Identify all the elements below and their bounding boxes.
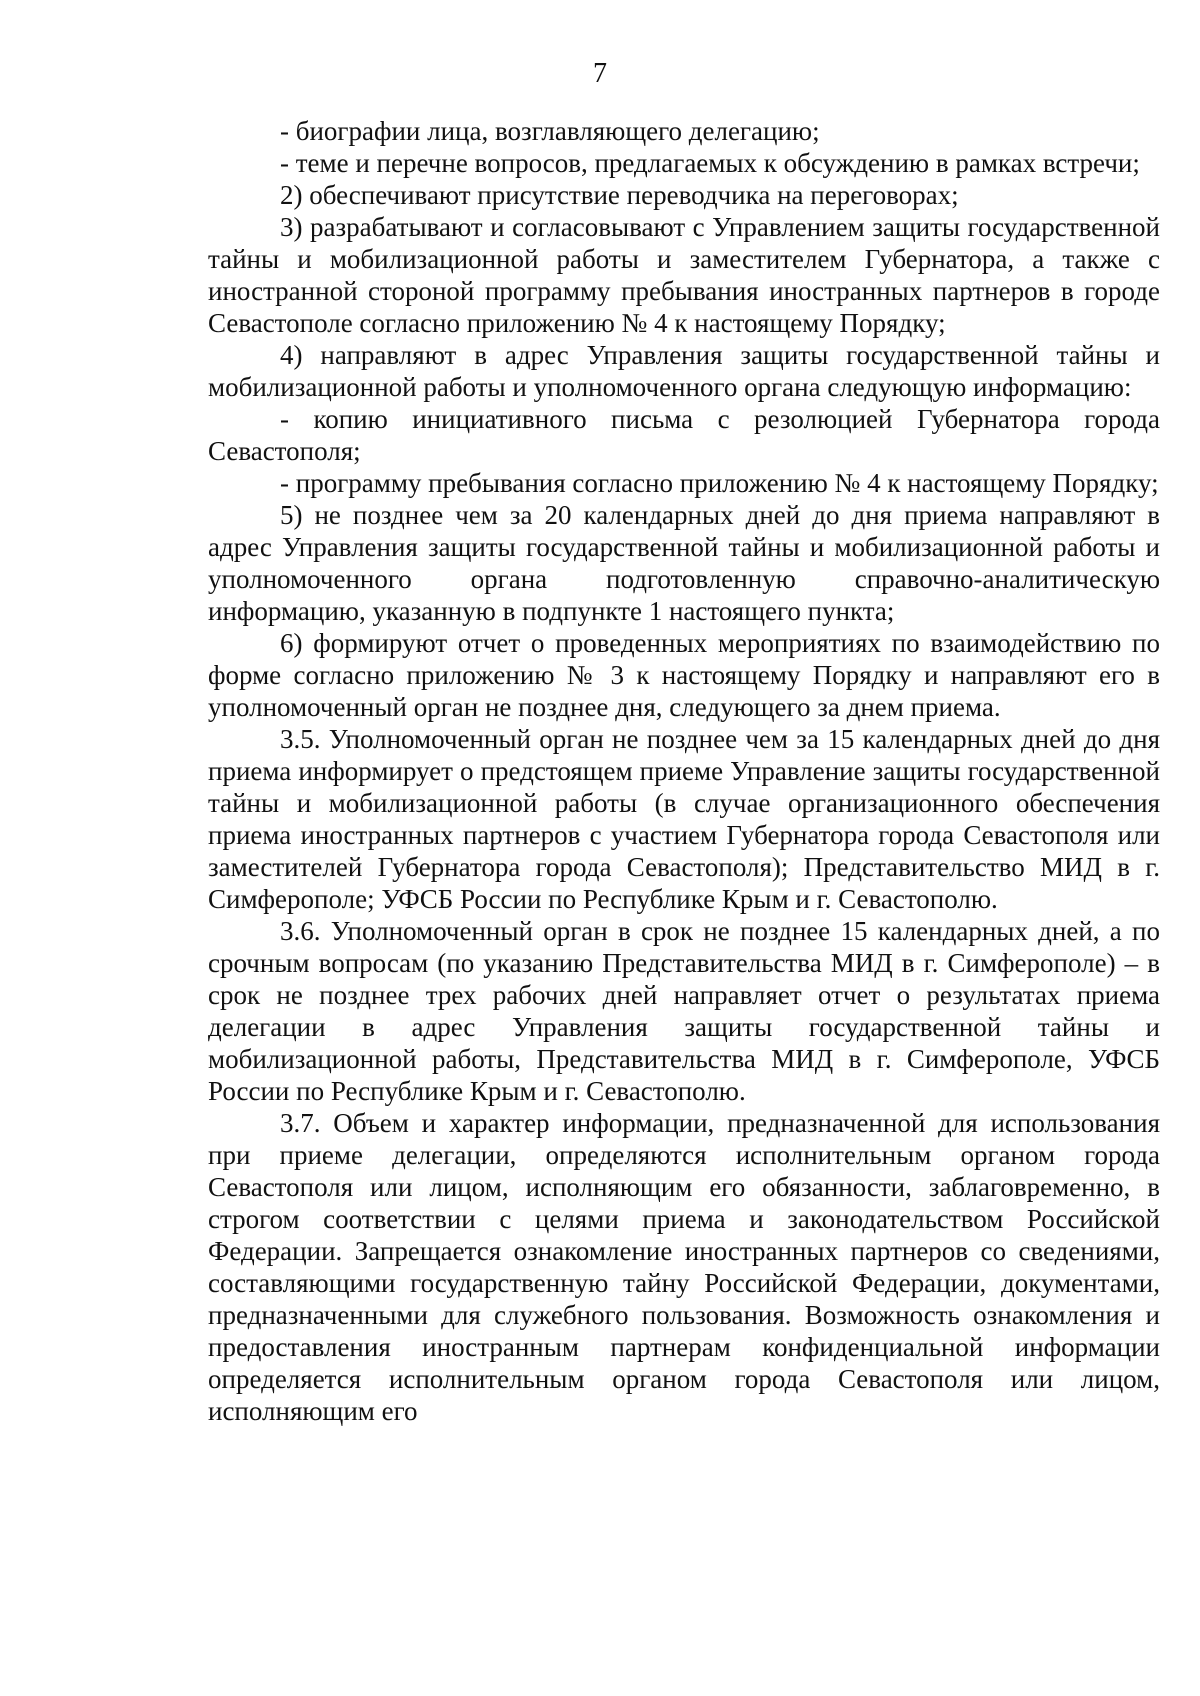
paragraph-item-6: 6) формируют отчет о проведенных мероприятиях по взаимодействию по форме согласно приложению № 3 к настоящему Порядку и направляют его в уполномоченный орган не позднее дня, следующего за днем приема. [208, 628, 1160, 722]
paragraph-topics: - теме и перечне вопросов, предлагаемых к обсуждению в рамках встречи; [280, 148, 1140, 178]
paragraph-3-7: 3.7. Объем и характер информации, предназначенной для использования при приеме делегации, определяются исполнительным органом города Севастополя или лицом, исполняющим его обязанности, заблаговременно, в строгом соответствии с целями приема и законодательством Российской Федерации. Запрещается ознакомление иностранных партнеров со сведениями, составляющими государственную тайну Российской Федерации, документами, предназначенными для служебного пользования. Возможность ознакомления и предоставления иностранным партнерам конфиденциальной информации определяется исполнительным органом города Севастополя или лицом, исполняющим его [208, 1108, 1160, 1426]
paragraph-item-3: 3) разрабатывают и согласовывают с Управлением защиты государственной тайны и мобилизационной работы и заместителем Губернатора, а также с иностранной стороной программу пребывания иностранных партнеров в городе Севастополе согласно приложению № 4 к настоящему Порядку; [208, 212, 1160, 338]
paragraph-biography: - биографии лица, возглавляющего делегацию; [280, 116, 820, 146]
document-body [208, 115, 1160, 1427]
paragraph-letter-copy: - копию инициативного письма с резолюцией Губернатора города Севастополя; [208, 404, 1160, 466]
paragraph-item-4: 4) направляют в адрес Управления защиты государственной тайны и мобилизационной работы и уполномоченного органа следующую информацию: [208, 340, 1160, 402]
page-number: 7 [593, 58, 607, 89]
paragraph-program: - программу пребывания согласно приложению № 4 к настоящему Порядку; [280, 468, 1159, 498]
paragraph-3-6: 3.6. Уполномоченный орган в срок не позднее 15 календарных дней, а по срочным вопросам (по указанию Представительства МИД в г. Симферополе) – в срок не позднее трех рабочих дней направляет отчет о результатах приема делегации в адрес Управления защиты государственной тайны и мобилизационной работы, Представительства МИД в г. Симферополе, УФСБ России по Республике Крым и г. Севастополю. [208, 916, 1160, 1106]
paragraph-3-5: 3.5. Уполномоченный орган не позднее чем за 15 календарных дней до дня приема информирует о предстоящем приеме Управление защиты государственной тайны и мобилизационной работы (в случае организационного обеспечения приема иностранных партнеров с участием Губернатора города Севастополя или заместителей Губернатора города Севастополя); Представительство МИД в г. Симферополе; УФСБ России по Республике Крым и г. Севастополю. [208, 724, 1160, 914]
paragraph-item-2: 2) обеспечивают присутствие переводчика на переговорах; [280, 180, 959, 210]
paragraph-item-5: 5) не позднее чем за 20 календарных дней до дня приема направляют в адрес Управления защиты государственной тайны и мобилизационной работы и уполномоченного органа подготовленную справочно-аналитическую информацию, указанную в подпункте 1 настоящего пункта; [208, 500, 1160, 626]
